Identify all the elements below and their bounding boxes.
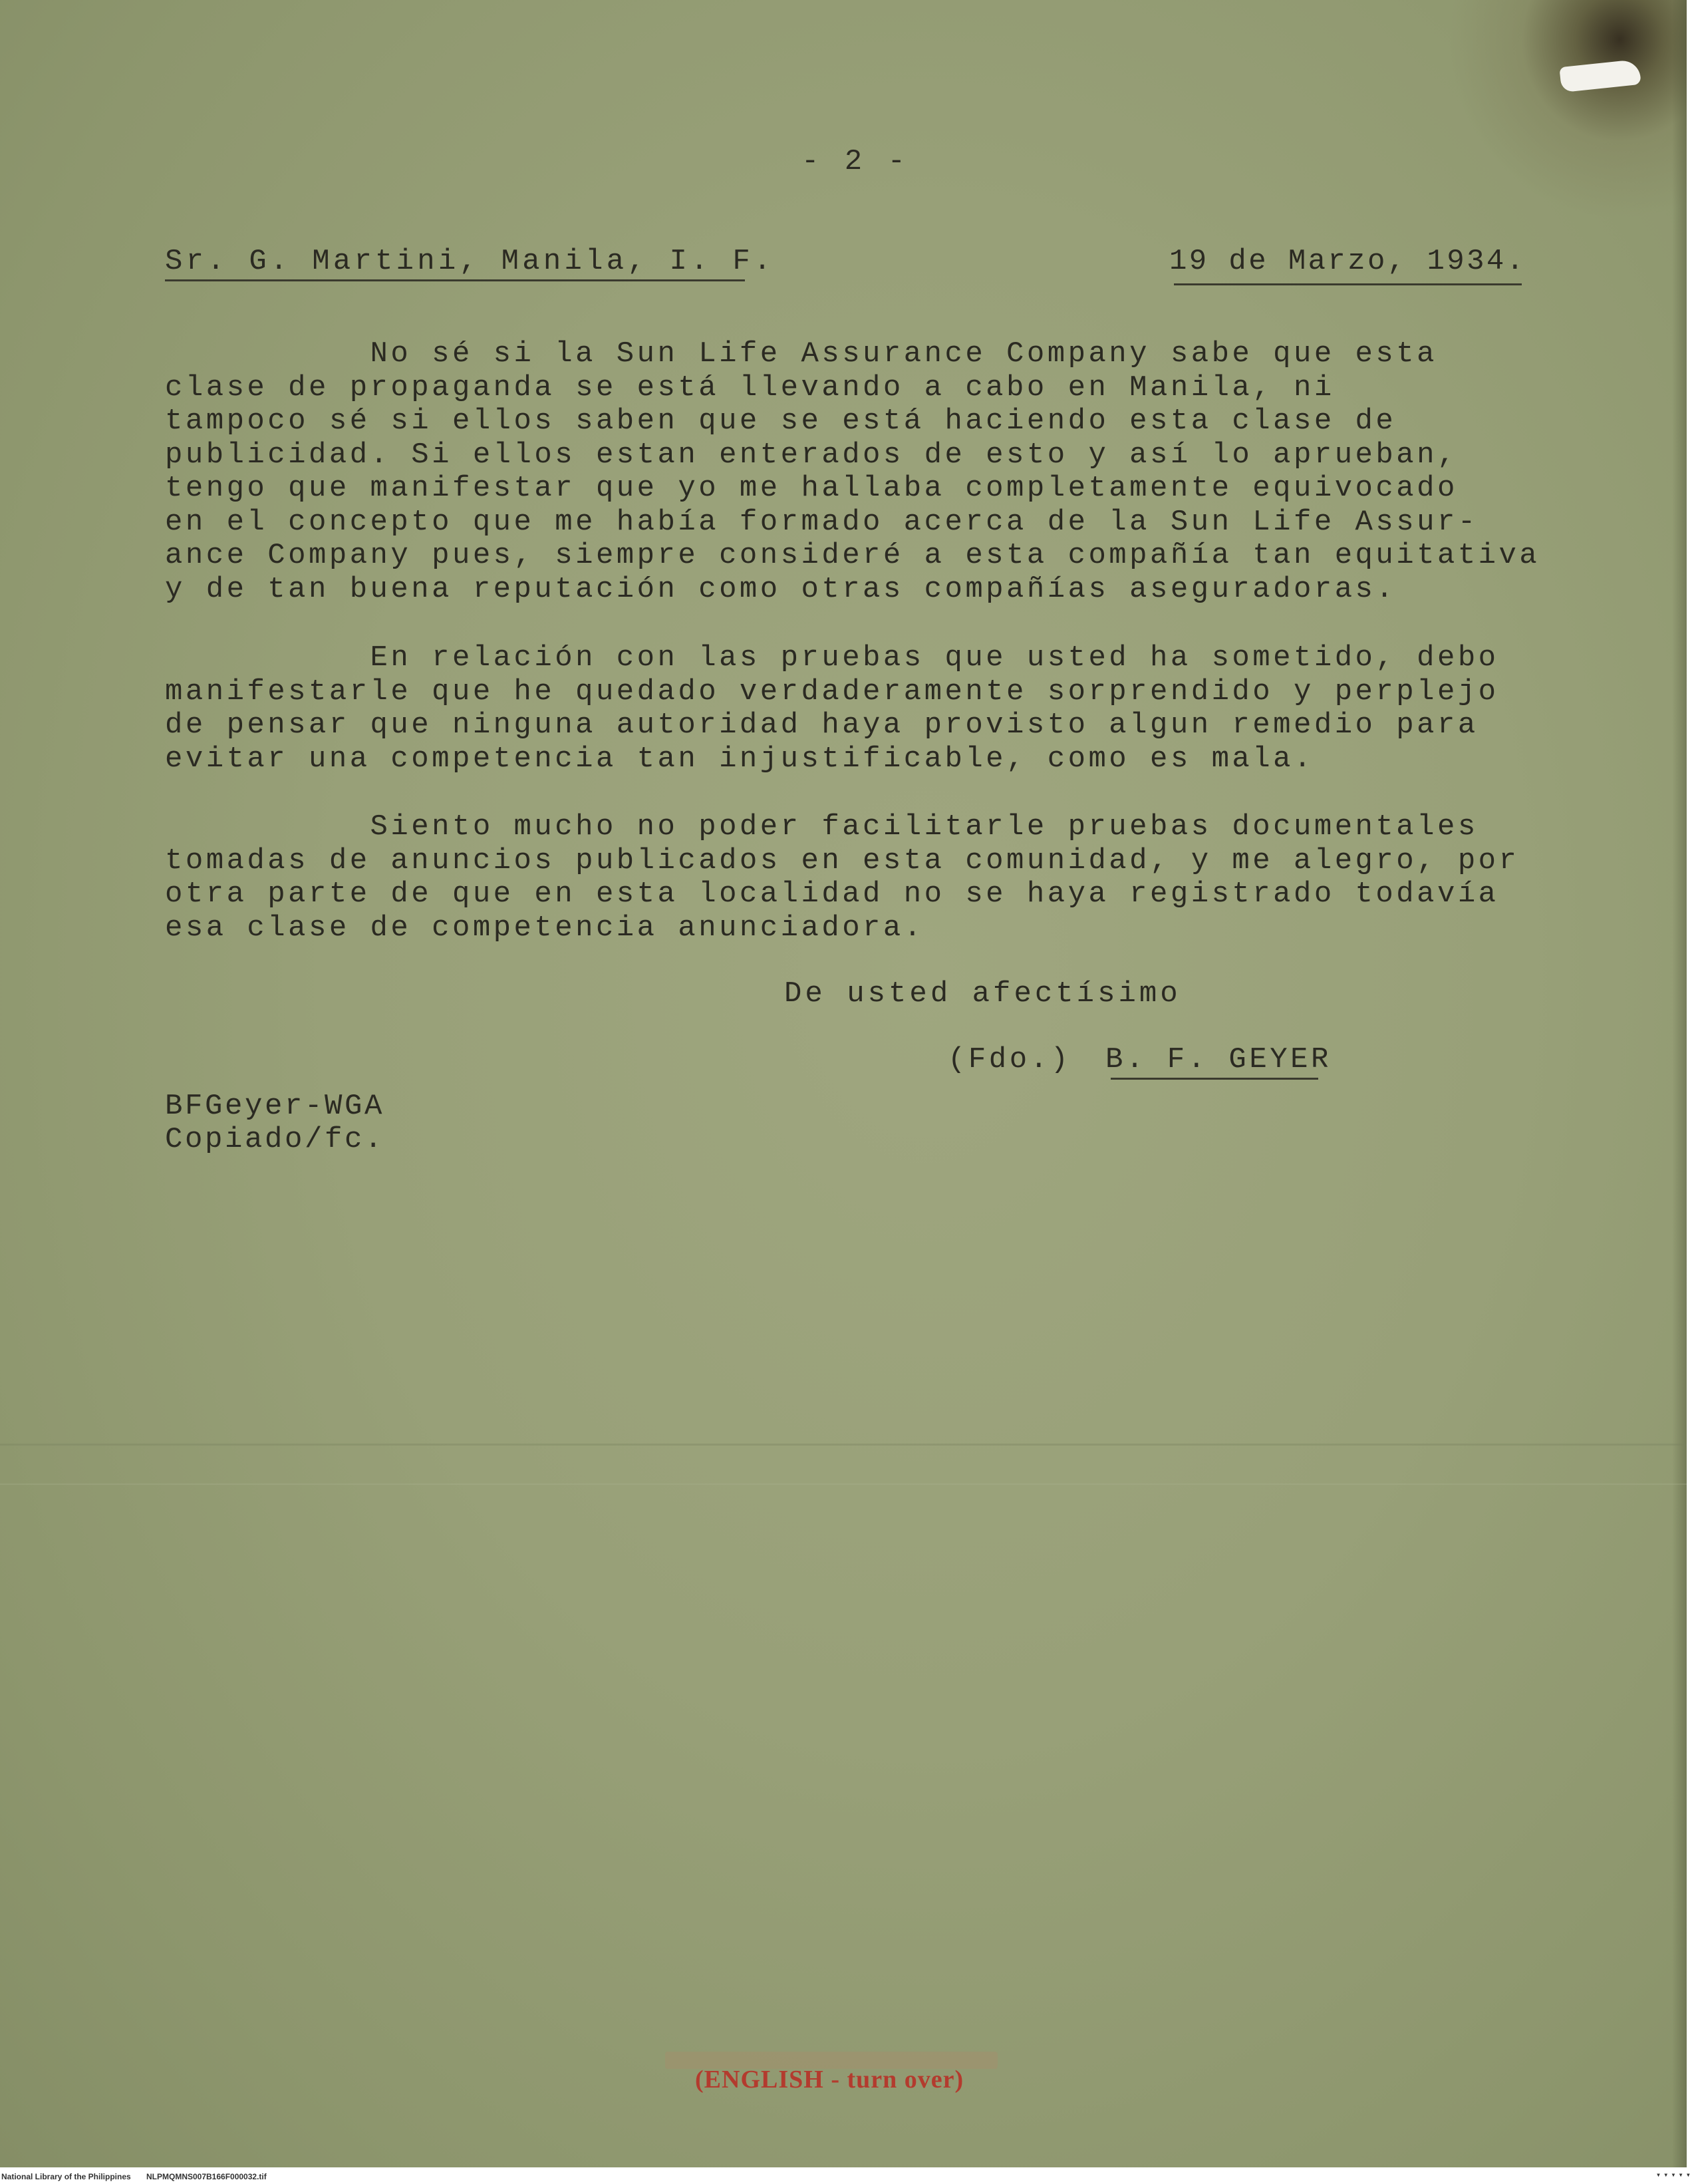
signer-name: B. F. GEYER [1105, 1043, 1332, 1076]
paragraph-line: En relación con las pruebas que usted ha sometido, debo [165, 641, 1499, 675]
paragraph-line: de pensar que ninguna autoridad haya provisto algun remedio para [165, 708, 1479, 742]
signed-prefix: (Fdo.) [948, 1043, 1071, 1076]
paragraph-line: y de tan buena reputación como otras compañías aseguradoras. [165, 572, 1397, 606]
library-credit: National Library of the Philippines [1, 2172, 131, 2181]
paragraph-line: evitar una competencia tan injustificable, como es mala. [165, 742, 1314, 776]
body-paragraph-2 [165, 641, 1499, 776]
addressee-underline [165, 279, 745, 281]
paragraph-line: Siento mucho no poder facilitarle pruebas documentales [165, 810, 1479, 844]
signer-underline [1111, 1078, 1318, 1080]
letter-date: 19 de Marzo, 1934. [1169, 245, 1526, 278]
body-paragraph-3 [165, 810, 1519, 945]
paragraph-line: tomadas de anuncios publicados en esta comunidad, y me alegro, por [165, 844, 1520, 877]
scan-filename: NLPMQMNS007B166F000032.tif [146, 2172, 267, 2181]
burn-mark [1447, 0, 1687, 220]
paragraph-line: No sé si la Sun Life Assurance Company sabe que esta [165, 337, 1437, 371]
closing-salutation: De usted afectísimo [784, 977, 1181, 1011]
scan-ruler-marks: ▾▾▾▾▾ [1655, 2170, 1693, 2179]
paragraph-line: ance Company pues, siempre consideré a esta compañía tan equitativa [165, 539, 1540, 572]
page-edge-shadow [1672, 0, 1687, 2167]
language-stamp: (ENGLISH - turn over) [695, 2066, 964, 2094]
paragraph-line: manifestarle que he quedado verdaderamente sorprendido y perplejo [165, 675, 1499, 708]
body-paragraph-1 [165, 337, 1540, 606]
paragraph-line: en el concepto que me había formado acerca de la Sun Life Assur- [165, 505, 1479, 539]
paragraph-line: clase de propaganda se está llevando a cabo en Manila, ni [165, 371, 1335, 404]
addressee-line: Sr. G. Martini, Manila, I. F. [165, 245, 775, 278]
fold-crease [0, 1444, 1687, 1446]
fold-crease [0, 1483, 1687, 1485]
page-number: - 2 - [801, 145, 910, 178]
reference-initials: BFGeyer-WGA [165, 1090, 385, 1123]
date-underline [1174, 283, 1522, 285]
paragraph-line: publicidad. Si ellos estan enterados de esto y así lo aprueban, [165, 438, 1458, 472]
paragraph-line: otra parte de que en esta localidad no se haya registrado todavía [165, 877, 1499, 911]
copy-note: Copiado/fc. [165, 1123, 385, 1156]
paragraph-line: tampoco sé si ellos saben que se está haciendo esta clase de [165, 404, 1397, 438]
paragraph-line: tengo que manifestar que yo me hallaba completamente equivocado [165, 472, 1458, 505]
paragraph-line: esa clase de competencia anunciadora. [165, 911, 924, 945]
